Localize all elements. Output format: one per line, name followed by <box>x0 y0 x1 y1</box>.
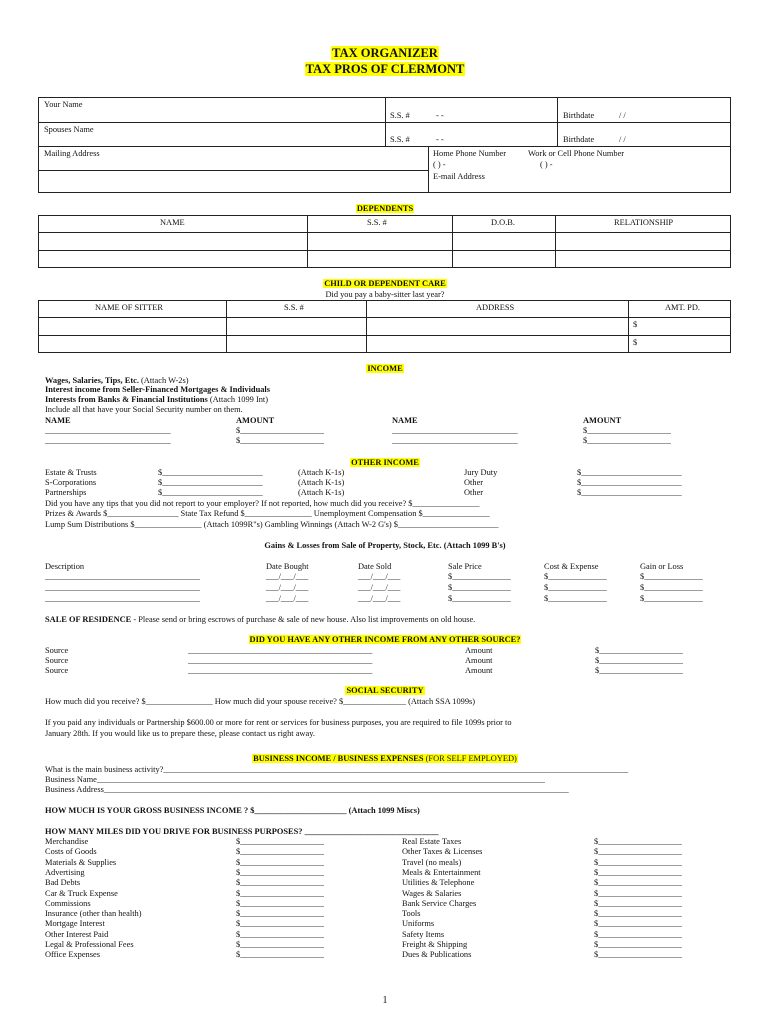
interest-banks-line <box>45 396 268 404</box>
divider <box>366 300 367 353</box>
social-security-title: SOCIAL SECURITY <box>346 686 424 695</box>
income-title: INCOME <box>367 364 403 373</box>
doc-subtitle: TAX PROS OF CLERMONT <box>305 62 465 76</box>
expense-right-label: Bank Service Charges <box>402 898 477 908</box>
childcare-col-ss: S.S. # <box>284 303 304 312</box>
gains-price-2[interactable]: $______________ <box>448 583 511 592</box>
business-name-line[interactable]: Business Name___________________________________________________________________________________________________________ <box>45 775 545 784</box>
interest-banks-label: Interests from Banks & Financial Institutions <box>45 395 208 404</box>
wages-attach: (Attach W-2s) <box>138 376 189 385</box>
expense-left-label: Merchandise <box>45 837 89 846</box>
other-label-1: Other <box>464 478 484 487</box>
wages-label: Wages, Salaries, Tips, Etc. <box>45 376 139 385</box>
income-name-line-2[interactable]: ______________________________ <box>392 426 518 435</box>
expense-right-amount[interactable]: $____________________ <box>594 847 682 857</box>
childcare-question-wrap <box>0 291 770 299</box>
gains-col-date-sold: Date Sold <box>358 562 392 571</box>
business-title-wrap <box>0 755 770 763</box>
expense-right-amount[interactable]: $____________________ <box>594 919 682 929</box>
spouse-ss-dashes: - - <box>436 135 444 144</box>
expense-left-amount[interactable]: $____________________ <box>236 940 324 949</box>
gains-gain-3[interactable]: $______________ <box>640 594 703 603</box>
expense-left-amount[interactable]: $____________________ <box>236 929 324 939</box>
expense-right-amount[interactable]: $____________________ <box>594 888 682 898</box>
dependents-col-ss: S.S. # <box>367 218 387 227</box>
gains-sold-3[interactable]: ___/___/___ <box>358 594 401 603</box>
partnerships-label: Partnerships <box>45 488 87 497</box>
source-amount-2[interactable]: $____________________ <box>595 656 683 665</box>
gains-price-1[interactable]: $______________ <box>448 572 511 581</box>
gains-title: Gains & Losses from Sale of Property, Stock, Etc. (Attach 1099 B's) <box>264 541 506 550</box>
expense-right-label: Real Estate Taxes <box>402 837 462 846</box>
spouse-birthdate-label: Birthdate <box>563 135 595 144</box>
expense-right-label: Dues & Publications <box>402 950 472 960</box>
gains-gain-2[interactable]: $______________ <box>640 583 703 592</box>
childcare-col-amount: AMT. PD. <box>665 303 700 312</box>
sale-of-residence-label: SALE OF RESIDENCE <box>45 615 132 624</box>
expense-left-amount[interactable]: $____________________ <box>236 847 324 857</box>
expense-left-label: Insurance (other than health) <box>45 909 142 919</box>
expense-right-label: Safety Items <box>402 929 445 939</box>
source-label-2: Source <box>45 656 69 665</box>
other-income-title: OTHER INCOME <box>351 458 419 467</box>
scorp-label: S-Corporations <box>45 478 97 487</box>
interest-seller-label: Interest income from Seller-Financed Mortgages & Individuals <box>45 385 271 394</box>
estate-amount[interactable]: $________________________ <box>158 468 263 477</box>
expense-right-label: Tools <box>402 909 421 919</box>
gains-bought-1[interactable]: ___/___/___ <box>266 572 309 581</box>
income-name-header-1: NAME <box>45 416 71 425</box>
dependents-title-wrap <box>0 205 770 213</box>
dependents-title: DEPENDENTS <box>356 204 414 213</box>
business-address-line[interactable]: Business Address_______________________________________________________________________________________________________________ <box>45 785 569 794</box>
gains-cost-2[interactable]: $______________ <box>544 583 607 592</box>
gains-col-description: Description <box>45 562 85 571</box>
expense-left-amount[interactable]: $____________________ <box>236 837 324 846</box>
gains-cost-3[interactable]: $______________ <box>544 594 607 603</box>
home-phone-format: ( ) - <box>433 160 446 169</box>
expense-right-amount[interactable]: $____________________ <box>594 929 682 939</box>
your-name-label: Your Name <box>44 100 83 109</box>
income-name-line-1[interactable]: ______________________________ <box>45 426 171 435</box>
divider <box>226 300 227 353</box>
expense-left-label: Other Interest Paid <box>45 929 109 939</box>
expense-left-label: Bad Debts <box>45 878 81 888</box>
source-amount-label-2: Amount <box>465 656 493 665</box>
spouses-name-label: Spouses Name <box>44 125 94 134</box>
sale-of-residence-text: - Please send or bring escrows of purchase & sale of new house. Also list improvements on old house. <box>131 615 476 624</box>
mailing-address-label: Mailing Address <box>44 149 100 158</box>
divider <box>38 170 428 171</box>
divider <box>555 215 556 268</box>
childcare-col-address: ADDRESS <box>476 303 515 312</box>
business-activity-line[interactable]: What is the main business activity?_______________________________________________________________________________________________________________ <box>45 765 629 774</box>
gains-desc-1[interactable]: _____________________________________ <box>45 572 200 581</box>
interest-banks-attach: (Attach 1099 Int) <box>207 395 269 404</box>
home-phone-label: Home Phone Number <box>433 149 507 158</box>
email-label: E-mail Address <box>433 172 485 181</box>
other-amount-1[interactable]: $________________________ <box>577 478 682 487</box>
income-name-line-4[interactable]: ______________________________ <box>392 436 518 445</box>
expense-right-label: Wages & Salaries <box>402 888 462 898</box>
expense-left-amount[interactable]: $____________________ <box>236 898 324 908</box>
childcare-question: Did you pay a baby-sitter last year? <box>325 290 445 299</box>
expense-right-amount[interactable]: $____________________ <box>594 950 682 960</box>
expense-left-label: Commissions <box>45 898 91 908</box>
expense-right-amount[interactable]: $____________________ <box>594 867 682 877</box>
expense-right-label: Other Taxes & Licenses <box>402 847 483 857</box>
expense-right-amount[interactable]: $____________________ <box>594 940 682 949</box>
source-line-3[interactable]: ____________________________________________ <box>188 666 373 675</box>
partnerships-amount[interactable]: $________________________ <box>158 488 263 497</box>
title-wrap <box>0 47 770 60</box>
expense-left-label: Materials & Supplies <box>45 857 117 867</box>
divider <box>38 232 731 233</box>
include-note: Include all that have your Social Security number on them. <box>45 405 243 414</box>
income-amount-line-3[interactable]: $____________________ <box>236 436 324 445</box>
attach-k1-3: (Attach K-1s) <box>298 488 345 497</box>
dependents-col-relationship: RELATIONSHIP <box>614 218 674 227</box>
income-amount-header-1: AMOUNT <box>236 416 275 425</box>
expense-right-label: Uniforms <box>402 919 435 929</box>
work-phone-label: Work or Cell Phone Number <box>528 149 625 158</box>
income-title-wrap <box>0 365 770 373</box>
business-title-main: BUSINESS INCOME / BUSINESS EXPENSES <box>253 754 424 763</box>
childcare-dollar-2: $ <box>633 338 638 347</box>
other-income-title-wrap <box>0 459 770 467</box>
gains-bought-3[interactable]: ___/___/___ <box>266 594 309 603</box>
expense-right-label: Utilities & Telephone <box>402 878 475 888</box>
other-source-title: DID YOU HAVE ANY OTHER INCOME FROM ANY OTHER SOURCE? <box>249 635 521 644</box>
expense-right-label: Travel (no meals) <box>402 857 462 867</box>
expense-right-amount[interactable]: $____________________ <box>594 898 682 908</box>
source-amount-3[interactable]: $____________________ <box>595 666 683 675</box>
expense-left-amount[interactable]: $____________________ <box>236 867 324 877</box>
expense-left-amount[interactable]: $____________________ <box>236 888 324 898</box>
childcare-dollar-1: $ <box>633 320 638 329</box>
expense-left-label: Costs of Goods <box>45 847 97 857</box>
page-number: 1 <box>382 995 388 1006</box>
attach-k1-1: (Attach K-1s) <box>298 468 345 477</box>
other-amount-2[interactable]: $________________________ <box>577 488 682 497</box>
divider <box>38 146 731 147</box>
source-amount-label-3: Amount <box>465 666 493 675</box>
expense-right-amount[interactable]: $____________________ <box>594 837 682 846</box>
tips-question: Did you have any tips that you did not report to your employer? If not reported, how much did you receive? $________________ <box>45 499 480 508</box>
divider <box>452 215 453 268</box>
attach-k1-2: (Attach K-1s) <box>298 478 345 487</box>
miles-question: HOW MANY MILES DID YOU DRIVE FOR BUSINESS PURPOSES? ________________________________ <box>45 827 439 836</box>
income-amount-line-2[interactable]: $____________________ <box>583 426 671 435</box>
source-label-1: Source <box>45 646 69 655</box>
other-source-title-wrap <box>0 636 770 644</box>
gains-col-date-bought: Date Bought <box>266 562 309 571</box>
gains-sold-2[interactable]: ___/___/___ <box>358 583 401 592</box>
gains-cost-1[interactable]: $______________ <box>544 572 607 581</box>
birthdate-slashes: / / <box>619 111 626 120</box>
social-security-title-wrap <box>0 687 770 695</box>
income-name-header-2: NAME <box>392 416 418 425</box>
expense-right-label: Freight & Shipping <box>402 940 468 949</box>
ss-dashes: - - <box>436 111 444 120</box>
expense-left-label: Car & Truck Expense <box>45 888 118 898</box>
childcare-title-wrap <box>0 280 770 288</box>
subtitle-wrap <box>0 63 770 76</box>
gross-income-question: HOW MUCH IS YOUR GROSS BUSINESS INCOME ? $______________________ (Attach 1099 Miscs) <box>45 806 420 815</box>
childcare-col-name: NAME OF SITTER <box>95 303 163 312</box>
lump-sum-line: Lump Sum Distributions $________________ (Attach 1099R"s) Gambling Winnings (Attach W-2 G's) $________________________ <box>45 520 499 529</box>
divider <box>307 215 308 268</box>
expense-left-amount[interactable]: $____________________ <box>236 909 324 919</box>
source-amount-label-1: Amount <box>465 646 493 655</box>
prizes-line: Prizes & Awards $_________________ State Tax Refund $________________ Unemployment Compensation $________________ <box>45 509 490 518</box>
business-title-sub: (FOR SELF EMPLOYED) <box>423 754 517 763</box>
income-amount-header-2: AMOUNT <box>583 416 622 425</box>
social-security-question: How much did you receive? $________________ How much did your spouse receive? $_______________ (Attach SSA 1099s) <box>45 697 476 706</box>
divider <box>557 97 558 146</box>
estate-label: Estate & Trusts <box>45 468 97 477</box>
gains-col-cost: Cost & Expense <box>544 562 599 571</box>
divider <box>385 97 386 146</box>
expense-right-amount[interactable]: $____________________ <box>594 857 682 867</box>
doc-title: TAX ORGANIZER <box>332 46 438 60</box>
source-line-2[interactable]: ____________________________________________ <box>188 656 373 665</box>
gains-price-3[interactable]: $______________ <box>448 594 511 603</box>
source-label-3: Source <box>45 666 69 675</box>
source-line-1[interactable]: ____________________________________________ <box>188 646 373 655</box>
expense-right-amount[interactable]: $____________________ <box>594 909 682 919</box>
income-name-line-3[interactable]: ______________________________ <box>45 436 171 445</box>
sale-of-residence-line <box>45 616 475 624</box>
expense-left-amount[interactable]: $____________________ <box>236 950 324 960</box>
birthdate-label: Birthdate <box>563 111 595 120</box>
gains-col-sale-price: Sale Price <box>448 562 482 571</box>
1099-note-line-1: If you paid any individuals or Partnership $600.00 or more for rent or services for business purposes, you are required to file 1099s prior to <box>45 718 512 727</box>
expense-left-label: Mortgage Interest <box>45 919 105 929</box>
gains-gain-1[interactable]: $______________ <box>640 572 703 581</box>
dependents-col-name: NAME <box>160 218 185 227</box>
gains-desc-3[interactable]: _____________________________________ <box>45 594 200 603</box>
divider <box>38 250 731 251</box>
source-amount-1[interactable]: $____________________ <box>595 646 683 655</box>
ss-label: S.S. # <box>390 111 410 120</box>
expense-left-amount[interactable]: $____________________ <box>236 878 324 888</box>
childcare-title: CHILD OR DEPENDENT CARE <box>324 279 446 288</box>
dependents-col-dob: D.O.B. <box>491 218 515 227</box>
jury-duty-label: Jury Duty <box>464 468 498 477</box>
divider <box>428 146 429 193</box>
income-amount-line-1[interactable]: $____________________ <box>236 426 324 435</box>
spouse-ss-label: S.S. # <box>390 135 410 144</box>
expense-left-label: Legal & Professional Fees <box>45 940 134 949</box>
gains-bought-2[interactable]: ___/___/___ <box>266 583 309 592</box>
expense-left-amount[interactable]: $____________________ <box>236 919 324 929</box>
gains-sold-1[interactable]: ___/___/___ <box>358 572 401 581</box>
gains-desc-2[interactable]: _____________________________________ <box>45 583 200 592</box>
business-title <box>252 754 518 763</box>
gains-col-gain: Gain or Loss <box>640 562 684 571</box>
jury-duty-amount[interactable]: $________________________ <box>577 468 682 477</box>
expense-right-amount[interactable]: $____________________ <box>594 878 682 888</box>
expense-right-label: Meals & Entertainment <box>402 867 481 877</box>
spouse-birthdate-slashes: / / <box>619 135 626 144</box>
expense-left-label: Office Expenses <box>45 950 100 960</box>
expense-left-label: Advertising <box>45 867 85 877</box>
divider <box>628 300 629 353</box>
other-label-2: Other <box>464 488 484 497</box>
expense-left-amount[interactable]: $____________________ <box>236 857 324 867</box>
1099-note-line-2: January 28th. If you would like us to prepare these, please contact us right away. <box>45 729 315 738</box>
scorp-amount[interactable]: $________________________ <box>158 478 263 487</box>
work-phone-format: ( ) - <box>540 160 553 169</box>
income-amount-line-4[interactable]: $____________________ <box>583 436 671 445</box>
